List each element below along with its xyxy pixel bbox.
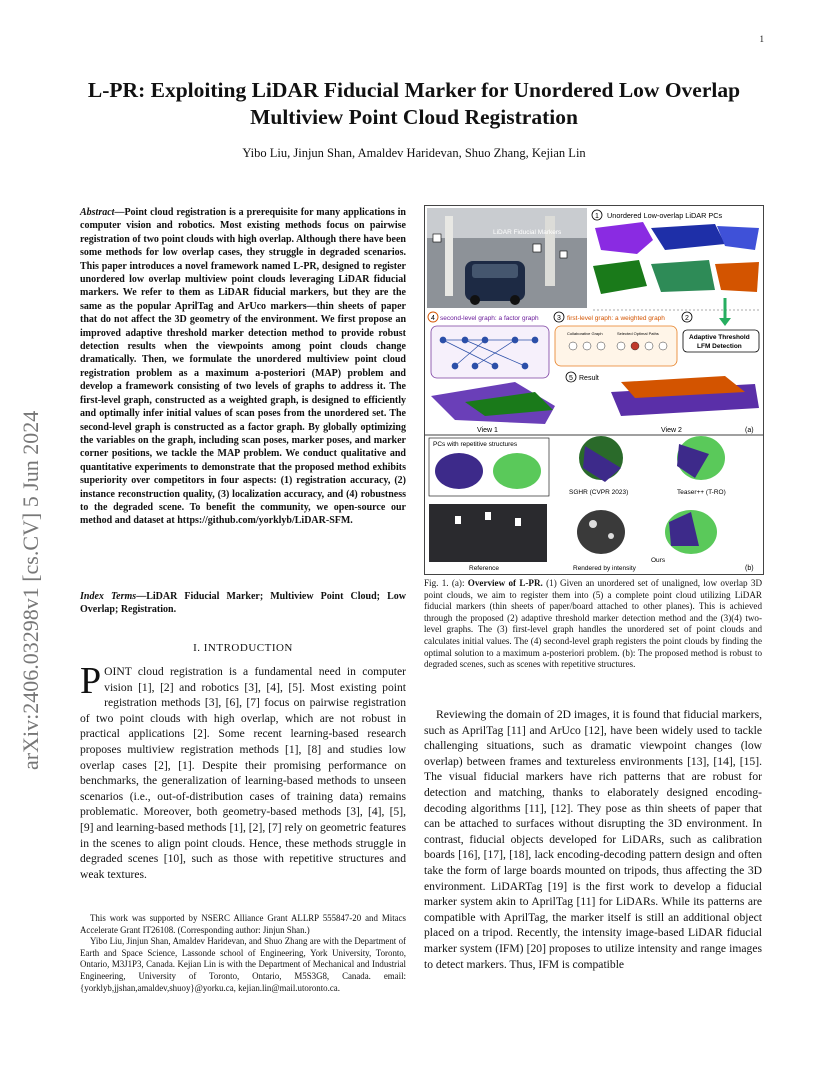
drop-cap: P [80, 660, 102, 702]
result-views [431, 376, 759, 424]
label-repetitive: PCs with repetitive structures [433, 441, 518, 448]
label-adaptive: Adaptive Threshold [689, 334, 750, 341]
label-a: (a) [745, 427, 754, 434]
label-teaser: Teaser++ (T-RO) [677, 489, 726, 496]
caption-fig: Fig. 1. [424, 578, 449, 588]
rendered-intensity [577, 510, 625, 554]
authors: Yibo Liu, Jinjun Shan, Amaldev Haridevan, Shuo Zhang, Kejian Lin [242, 146, 586, 160]
label-sghr: SGHR (CVPR 2023) [569, 489, 629, 496]
step-3-num: 3 [557, 315, 561, 322]
step-5-num: 5 [569, 375, 573, 382]
pc-repetitive-1 [435, 453, 483, 489]
label-lfm: LFM Detection [697, 343, 742, 350]
intro-paragraph [80, 660, 406, 882]
step-2-num: 2 [685, 315, 689, 322]
label-lidar-markers: LiDAR Fiducial Markers [493, 229, 562, 236]
abstract-label: Abstract [80, 207, 115, 218]
step-4-num: 4 [431, 315, 435, 322]
arxiv-stamp [8, 290, 48, 770]
index-terms-label: Index Terms [80, 591, 137, 602]
label-b: (b) [745, 565, 754, 572]
arxiv-stamp-text: arXiv:2406.03298v1 [cs.CV] 5 Jun 2024 [18, 410, 43, 770]
footnotes [80, 913, 406, 994]
label-ours: Ours [651, 557, 666, 564]
abstract-text: —Point cloud registration is a prerequisite for many applications in computer vision and robotics. Most existing methods focus on pairwise registration of two point clouds with high overlap. Although there have been some methods for low overlap cases, they struggle in degraded scenarios. This paper introduces a novel framework named L-PR, designed to register unordered low overlap multiview point clouds leveraging LiDAR fiducial markers. We refer to them as LiDAR fiducial markers, but they are the same as the popular AprilTag and ArUco markers—thin sheets of paper that do not affect the 3D geometry of the environment. We first propose an improved adaptive threshold marker detection method to provide robust detection results when the viewpoints among point clouds change dramatically. Then, we formulate the unordered multiview point cloud registration problem as a maximum a-posteriori (MAP) problem and develop a framework consisting of two levels of graphs to address it. The first-level graph, constructed as a weighted graph, is designed to efficiently and optimally infer initial values of scan poses from the unordered set. The second-level graph is constructed as a factor graph. By globally optimizing the variables on the graph, including scan poses, marker poses, and marker corner positions, we tackle the MAP problem. We conduct qualitative and quantitative experiments to demonstrate that the proposed method exhibits superiority over competitors in four aspects: (1) registration accuracy, (2) instance reconstruction quality, (3) localization accuracy, and (4) robustness to the degraded scene. To benefit the community, we open-source our method and dataset at https://github.com/yorklyb/LiDAR-SFM. [80, 207, 406, 527]
label-second-level: second-level graph: a factor graph [440, 315, 539, 322]
pc-repetitive-2 [493, 453, 541, 489]
step-1-num: 1 [595, 213, 599, 220]
label-first-level: first-level graph: a weighted graph [567, 315, 665, 322]
paper-title: L-PR: Exploiting LiDAR Fiducial Marker for Unordered Low Overlap Multiview Point Cloud Registration [87, 78, 741, 129]
index-terms-text: —LiDAR Fiducial Marker; Multiview Point Cloud; Low Overlap; Registration. [80, 591, 406, 616]
label-view2: View 2 [661, 427, 682, 434]
figure-caption [424, 578, 762, 671]
label-unordered: Unordered Low-overlap LiDAR PCs [607, 211, 723, 220]
parking-photo [427, 208, 587, 308]
label-rendered: Rendered by intensity [573, 565, 636, 572]
caption-text: (1) Given an unordered set of unaligned, low overlap 3D point clouds, we aim to register them into (5) a complete point cloud utilizing LiDAR fiducial markers (thin sheets of paper/board attached to other planes). This is achieved through the proposed (2) adaptive threshold marker detection method and the (3)(4) two-level graphs. The (3) first-level graph handles the unordered set of point clouds and calculates initial values. The (4) second-level graph registers the point clouds by finding the optimal solution to a maximum a-posteriori problem. (b): The proposed method is robust to degraded scenes, such as scenes with repetitive structures. [424, 578, 763, 670]
label-collaborative: Collaborative Graph [567, 331, 603, 336]
label-view1: View 1 [477, 427, 498, 434]
label-result: Result [579, 375, 599, 382]
label-selected: Selected Optimal Paths [617, 331, 659, 336]
index-terms [80, 590, 406, 617]
footnote-affiliations: Yibo Liu, Jinjun Shan, Amaldev Haridevan, and Shuo Zhang are with the Department of Earth and Space Science, Lassonde school of Engineering, York University, Toronto, Ontario, M3J1P3, Canada. Kejian Lin is with the Department of Mechanical and Industrial Engineering, University of Toronto, Ontario, M5S3G8, Canada. email:{yorklyb,jjshan,amaldev,shuoy}@yorku.ca, kejian.lin@mail.utoronto.ca. [80, 936, 406, 993]
abstract [80, 206, 406, 528]
page-number: 1 [759, 34, 764, 44]
section-heading: I. INTRODUCTION [193, 642, 293, 654]
label-reference: Reference [469, 565, 499, 572]
figure-1 [424, 205, 764, 575]
point-cloud-thumbnails [593, 222, 759, 294]
caption-a: (a): [448, 578, 468, 588]
footnote-funding: This work was supported by NSERC Alliance Grant ALLRP 555847-20 and Mitacs Accelerate Grant IT26108. (Corresponding author: Jinjun Shan.) [80, 913, 406, 935]
right-column-paragraph: Reviewing the domain of 2D images, it is found that fiducial markers, such as AprilTag [11] and ArUco [12], have been widely used to tackle challenging situations, such as dramatic viewpoint changes (low overlap) between frames and textureless environments [13], [14], [15]. The visual fiducial markers have rich patterns that are robust for detection and matching, thanks to elaborately designed encoding-decoding algorithms [11], [12]. They pose as thin sheets of paper that can be attached to surfaces without disrupting the 3D environment. In contrast, fiducial objects developed for LiDARs, such as calibration boards [16], [17], [18], lack encoding-decoding pattern design and often take the form of large boards mounted on tripods, thus affecting the 3D environment. LiDARTag [19] is the first work to develop a fiducial marker system akin to AprilTag [11] for LiDARs. While its patterns are compatible with AprilTag, the marker itself is still an additional object placed on a tripod. Recently, the intensity image-based LiDAR fiducial marker system (IFM) [20] proposes to utilize intensity and range images to detect markers. Thus, IFM is compatible [424, 708, 762, 971]
intro-text: OINT cloud registration is a fundamental need in computer vision [1], [2] and robotics [3], [4], [5]. Most existing point registration methods [3], [6], [7] focus on pairwise registration of two point clouds with high overlap, which are not robust in practical applications [2]. Some recent learning-based research proposes multiview registration methods [1], [8] and studies low overlap cases [2], [1]. Despite their promising performance on benchmarks, the generalization of learning-based methods to unseen scenarios (i.e., out-of-distribution cases of training data) remains problematic. Moreover, both geometry-based methods [3], [4], [5], [9] and learning-based methods [1], [2], [7] rely on geometric features in the scenes to align point clouds. Hence, these methods struggle in degraded scenes [10], such as those with repetitive structures and weak textures. [80, 665, 406, 881]
factor-graph-box [431, 326, 549, 378]
caption-bold: Overview of L-PR. [467, 578, 543, 588]
